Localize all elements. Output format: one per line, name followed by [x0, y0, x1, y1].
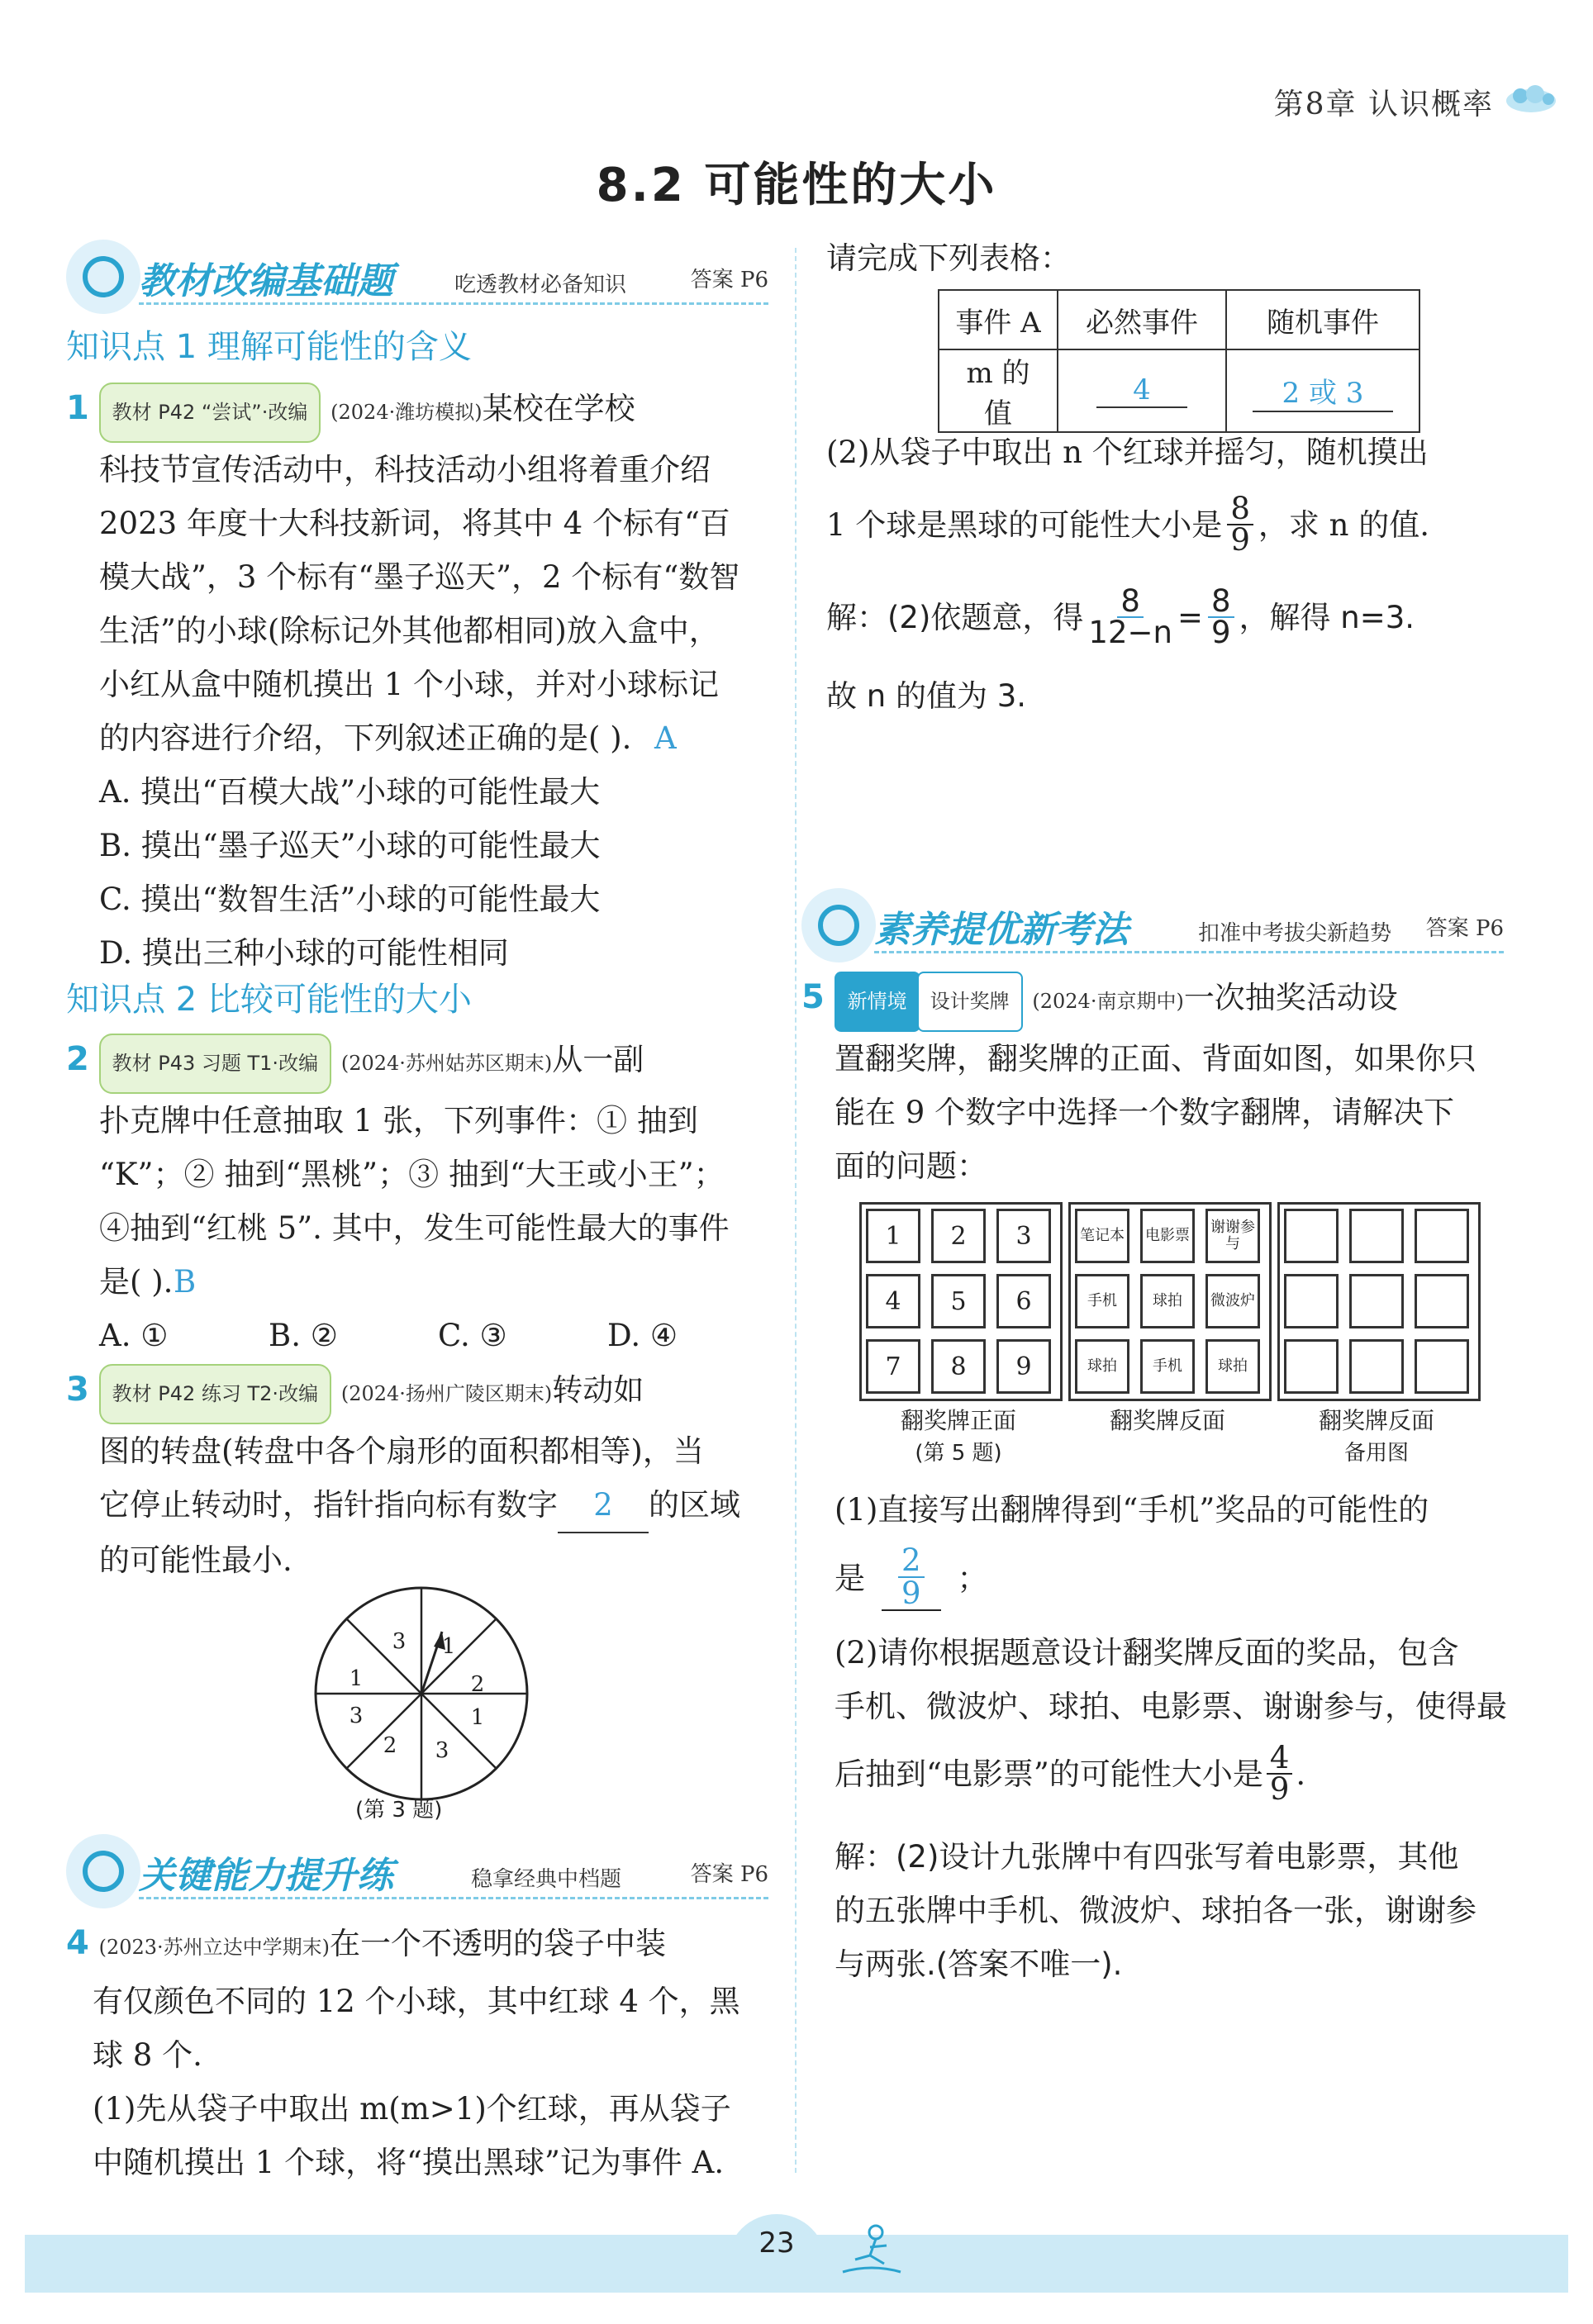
- option-c: C. 摸出“数智生活”小球的可能性最大: [99, 882, 601, 917]
- answer-blank: 2 或 3: [1253, 370, 1393, 412]
- answer-blank: 4: [1096, 373, 1187, 408]
- card: [1349, 1209, 1404, 1263]
- question-text: 1 个球是黑球的可能性大小是: [826, 506, 1223, 543]
- card: [1415, 1274, 1469, 1328]
- section-subtitle: 吃透教材必备知识: [454, 273, 627, 297]
- question-text: 后抽到“电影票”的可能性大小是: [835, 1756, 1263, 1792]
- question-text: (1)先从袋子中取出 m(m>1)个红球，再从袋子: [93, 2091, 731, 2127]
- card-grid-spare: [1277, 1202, 1481, 1401]
- topic-tag: 设计奖牌: [917, 972, 1023, 1032]
- spinner-number: 2: [470, 1672, 485, 1697]
- card: 7: [866, 1339, 920, 1394]
- spinner-number: 3: [435, 1738, 449, 1763]
- target-icon: [66, 240, 140, 314]
- card: 8: [931, 1339, 986, 1394]
- fraction-numerator: 2: [898, 1545, 925, 1578]
- answer-blank: [882, 1542, 941, 1611]
- section-banner-key-ability: [66, 1834, 768, 1908]
- new-context-tag: 新情境: [835, 972, 920, 1032]
- question-text: 科技节宣传活动中，科技活动小组将着重介绍: [99, 452, 711, 487]
- page-title: 8.2 可能性的大小: [596, 159, 997, 212]
- solution-text: 的五张牌中手机、微波炉、球拍各一张，谢谢参: [835, 1893, 1476, 1928]
- question-1: [66, 382, 777, 980]
- card: [1284, 1339, 1339, 1394]
- card: 6: [996, 1274, 1051, 1328]
- figure-label: 翻奖牌反面: [1318, 1407, 1434, 1434]
- question-text: (2)从袋子中取出 n 个红球并摇匀，随机摸出: [826, 435, 1429, 470]
- solution-text: ，解得 n=3.: [1239, 599, 1415, 635]
- section-title: 素养提优新考法: [874, 909, 1129, 951]
- card: 5: [931, 1274, 986, 1328]
- answer-ref: 答案 P6: [1425, 916, 1504, 941]
- question-number: 3: [66, 1371, 89, 1409]
- option-c: C. ③: [438, 1318, 507, 1353]
- banner-underline: [139, 1897, 768, 1899]
- section-subtitle: 稳拿经典中档题: [471, 1867, 622, 1892]
- question-text: 有仅颜色不同的 12 个小球，其中红球 4 个，黑: [93, 1984, 740, 2019]
- question-text: “K”；② 抽到“黑桃”；③ 抽到“大王或小王”；: [99, 1157, 725, 1192]
- question-number: 1: [66, 389, 89, 427]
- figure-caption: (第 5 题): [915, 1441, 1002, 1466]
- card: 球拍: [1140, 1274, 1195, 1328]
- question-number: 5: [801, 978, 825, 1016]
- question-text: 的可能性最小.: [99, 1542, 292, 1578]
- table-header: 事件 A: [939, 290, 1058, 349]
- skater-icon: [839, 2222, 905, 2280]
- question-text-line: [826, 491, 1429, 558]
- card: 手机: [1140, 1339, 1195, 1394]
- card: 1: [866, 1209, 920, 1263]
- lightbulb-icon: [66, 1834, 140, 1908]
- card: 球拍: [1205, 1339, 1260, 1394]
- spinner-number: 1: [441, 1634, 456, 1659]
- figure-caption: (第 3 题): [355, 1798, 443, 1823]
- question-text: 从一副: [552, 1042, 644, 1077]
- question-text: 中随机摸出 1 个球，将“摸出黑球”记为事件 A.: [93, 2145, 725, 2180]
- spinner-number: 1: [349, 1666, 364, 1691]
- fraction-numerator: 4: [1267, 1743, 1293, 1775]
- section-title: 关键能力提升练: [139, 1855, 393, 1897]
- question-text: 生活”的小球(除标记外其他都相同)放入盒中，: [99, 613, 720, 649]
- section-subtitle: 扣准中考拔尖新趋势: [1198, 921, 1392, 946]
- question-text: 球 8 个.: [93, 2037, 202, 2073]
- solution-line: [826, 583, 1415, 650]
- fraction-numerator: 8: [1208, 587, 1234, 618]
- banner-underline: [139, 302, 768, 305]
- fraction: [1267, 1740, 1293, 1807]
- card: [1284, 1209, 1339, 1263]
- question-tag: 教材 P42 “尝试”·改编: [99, 383, 321, 443]
- question-text: 它停止转动时，指针指向标有数字: [99, 1487, 558, 1523]
- question-text: 是( ).: [99, 1264, 174, 1300]
- solution-text: =: [1177, 599, 1203, 635]
- card: [1284, 1274, 1339, 1328]
- question-text: ，求 n 的值.: [1258, 506, 1429, 543]
- question-text: .: [1296, 1756, 1306, 1792]
- section-banner-literacy: [801, 888, 1504, 962]
- question-text: 手机、微波炉、球拍、电影票、谢谢参与，使得最: [835, 1689, 1507, 1724]
- section-banner-basic: [66, 240, 768, 314]
- question-3: [66, 1363, 777, 1587]
- fraction-denominator: 9: [901, 1575, 921, 1611]
- option-d: D. ④: [607, 1318, 678, 1353]
- fraction: [1088, 583, 1172, 650]
- question-number: 4: [66, 1924, 89, 1962]
- figure-label: 翻奖牌正面: [900, 1407, 1016, 1434]
- knowledge-point-1: 知识点 1 理解可能性的含义: [66, 328, 472, 366]
- spinner-number: 2: [383, 1733, 397, 1758]
- answer-blank: 2: [558, 1478, 649, 1533]
- knowledge-point-2: 知识点 2 比较可能性的大小: [66, 981, 472, 1019]
- fraction-numerator: 8: [1117, 587, 1144, 618]
- answer-ref: 答案 P6: [690, 268, 768, 292]
- section-title: 教材改编基础题: [139, 260, 393, 302]
- fraction-numerator: 8: [1227, 494, 1253, 525]
- question-text: (1)直接写出翻牌得到“手机”奖品的可能性的: [835, 1492, 1429, 1528]
- table-header: 必然事件: [1058, 290, 1226, 349]
- question-text-line: [835, 1740, 1306, 1807]
- card: [1349, 1274, 1404, 1328]
- option-d: D. 摸出三种小球的可能性相同: [99, 935, 509, 971]
- fraction-denominator: 9: [1210, 615, 1231, 650]
- question-text: 2023 年度十大科技新词，将其中 4 个标有“百: [99, 506, 730, 541]
- question-text: 面的问题：: [835, 1148, 987, 1184]
- figure-label: 备用图: [1343, 1441, 1409, 1466]
- card: 球拍: [1075, 1339, 1129, 1394]
- question-5: [801, 971, 1512, 1193]
- event-table: [938, 289, 1420, 433]
- solution-text: 解：(2)依题意，得: [826, 599, 1084, 635]
- column-divider: [795, 248, 796, 2173]
- option-a: A. 摸出“百模大战”小球的可能性最大: [99, 774, 601, 810]
- card: 3: [996, 1209, 1051, 1263]
- question-source: (2024·苏州姑苏区期末): [340, 1052, 553, 1075]
- card: [1415, 1339, 1469, 1394]
- question-number: 2: [66, 1040, 89, 1078]
- question-text: 扑克牌中任意抽取 1 张，下列事件：① 抽到: [99, 1103, 698, 1138]
- answer-ref: 答案 P6: [690, 1862, 768, 1887]
- question-source: (2023·苏州立达中学期末): [98, 1936, 330, 1959]
- banner-underline: [874, 951, 1504, 953]
- question-text: 置翻奖牌，翻奖牌的正面、背面如图，如果你只: [835, 1041, 1476, 1076]
- question-text: (2)请你根据题意设计翻奖牌反面的奖品，包含: [835, 1635, 1459, 1671]
- solution-text: 与两张.(答案不唯一).: [835, 1946, 1123, 1982]
- card: 电影票: [1140, 1209, 1195, 1263]
- cloud-decoration-icon: [1502, 76, 1560, 117]
- solution-text: 解：(2)设计九张牌中有四张写着电影票，其他: [835, 1839, 1459, 1875]
- card: [1415, 1209, 1469, 1263]
- card: 4: [866, 1274, 920, 1328]
- question-text: 能在 9 个数字中选择一个数字翻牌，请解决下: [835, 1095, 1455, 1130]
- figure-label: 翻奖牌反面: [1109, 1407, 1225, 1434]
- question-text: ④抽到“红桃 5”. 其中，发生可能性最大的事件: [99, 1210, 730, 1246]
- spinner-number: 1: [470, 1705, 485, 1730]
- question-source: (2024·扬州广陵区期末): [340, 1382, 553, 1405]
- chapter-label: 第8章 认识概率: [1273, 88, 1494, 121]
- fraction-denominator: 9: [1230, 522, 1250, 558]
- option-b: B. ②: [269, 1318, 338, 1353]
- option-a: A. ①: [99, 1318, 169, 1353]
- question-text: 在一个不透明的袋子中装: [330, 1926, 667, 1961]
- card: 谢谢参与: [1205, 1209, 1260, 1263]
- question-4: [66, 1917, 777, 2189]
- question-text: 小红从盒中随机摸出 1 个小球，并对小球标记: [99, 667, 720, 702]
- card: 微波炉: [1205, 1274, 1260, 1328]
- question-text: ；: [957, 1560, 988, 1596]
- card: 手机: [1075, 1274, 1129, 1328]
- card: 笔记本: [1075, 1209, 1129, 1263]
- question-text: 模大战”，3 个标有“墨子巡天”，2 个标有“数智: [99, 559, 740, 595]
- fraction-denominator: 9: [1269, 1771, 1290, 1807]
- question-tag: 教材 P43 习题 T1·改编: [99, 1034, 331, 1094]
- question-2: [66, 1033, 777, 1362]
- spinner-diagram: [310, 1582, 533, 1805]
- question-text: 转动如: [552, 1372, 644, 1408]
- question-text: 某校在学校: [482, 391, 635, 426]
- card: [1349, 1339, 1404, 1394]
- solution-text: 故 n 的值为 3.: [826, 678, 1027, 714]
- question-text: 一次抽奖活动设: [1183, 980, 1398, 1015]
- page-number: 23: [727, 2214, 826, 2272]
- card: 2: [931, 1209, 986, 1263]
- table-intro: 请完成下列表格：: [826, 240, 1071, 276]
- card: 9: [996, 1339, 1051, 1394]
- answer-choice: A: [654, 720, 677, 756]
- card-grid-back: [1068, 1202, 1272, 1401]
- table-row-label: m 的值: [939, 349, 1058, 432]
- option-b: B. 摸出“墨子巡天”小球的可能性最大: [99, 828, 601, 863]
- spinner-number: 3: [349, 1704, 364, 1728]
- question-tag: 教材 P42 练习 T2·改编: [99, 1364, 331, 1424]
- spinner-number: 3: [392, 1629, 407, 1654]
- fraction-denominator: 12−n: [1088, 615, 1172, 650]
- question-text: 的区域: [649, 1487, 740, 1523]
- graduation-cap-icon: [801, 888, 876, 962]
- answer-choice: B: [174, 1264, 197, 1300]
- card-grid-front: [859, 1202, 1063, 1401]
- question-source: (2024·潍坊模拟): [330, 401, 483, 424]
- question-text: 图的转盘(转盘中各个扇形的面积都相等)，当: [99, 1433, 704, 1469]
- question-text: 的内容进行介绍，下列叙述正确的是( ).: [99, 720, 632, 756]
- fraction: [1227, 491, 1253, 558]
- question-text-line: [835, 1542, 988, 1611]
- question-source: (2024·南京期中): [1032, 990, 1184, 1013]
- fraction: [1208, 583, 1234, 650]
- table-header: 随机事件: [1226, 290, 1419, 349]
- question-text: 是: [835, 1560, 865, 1596]
